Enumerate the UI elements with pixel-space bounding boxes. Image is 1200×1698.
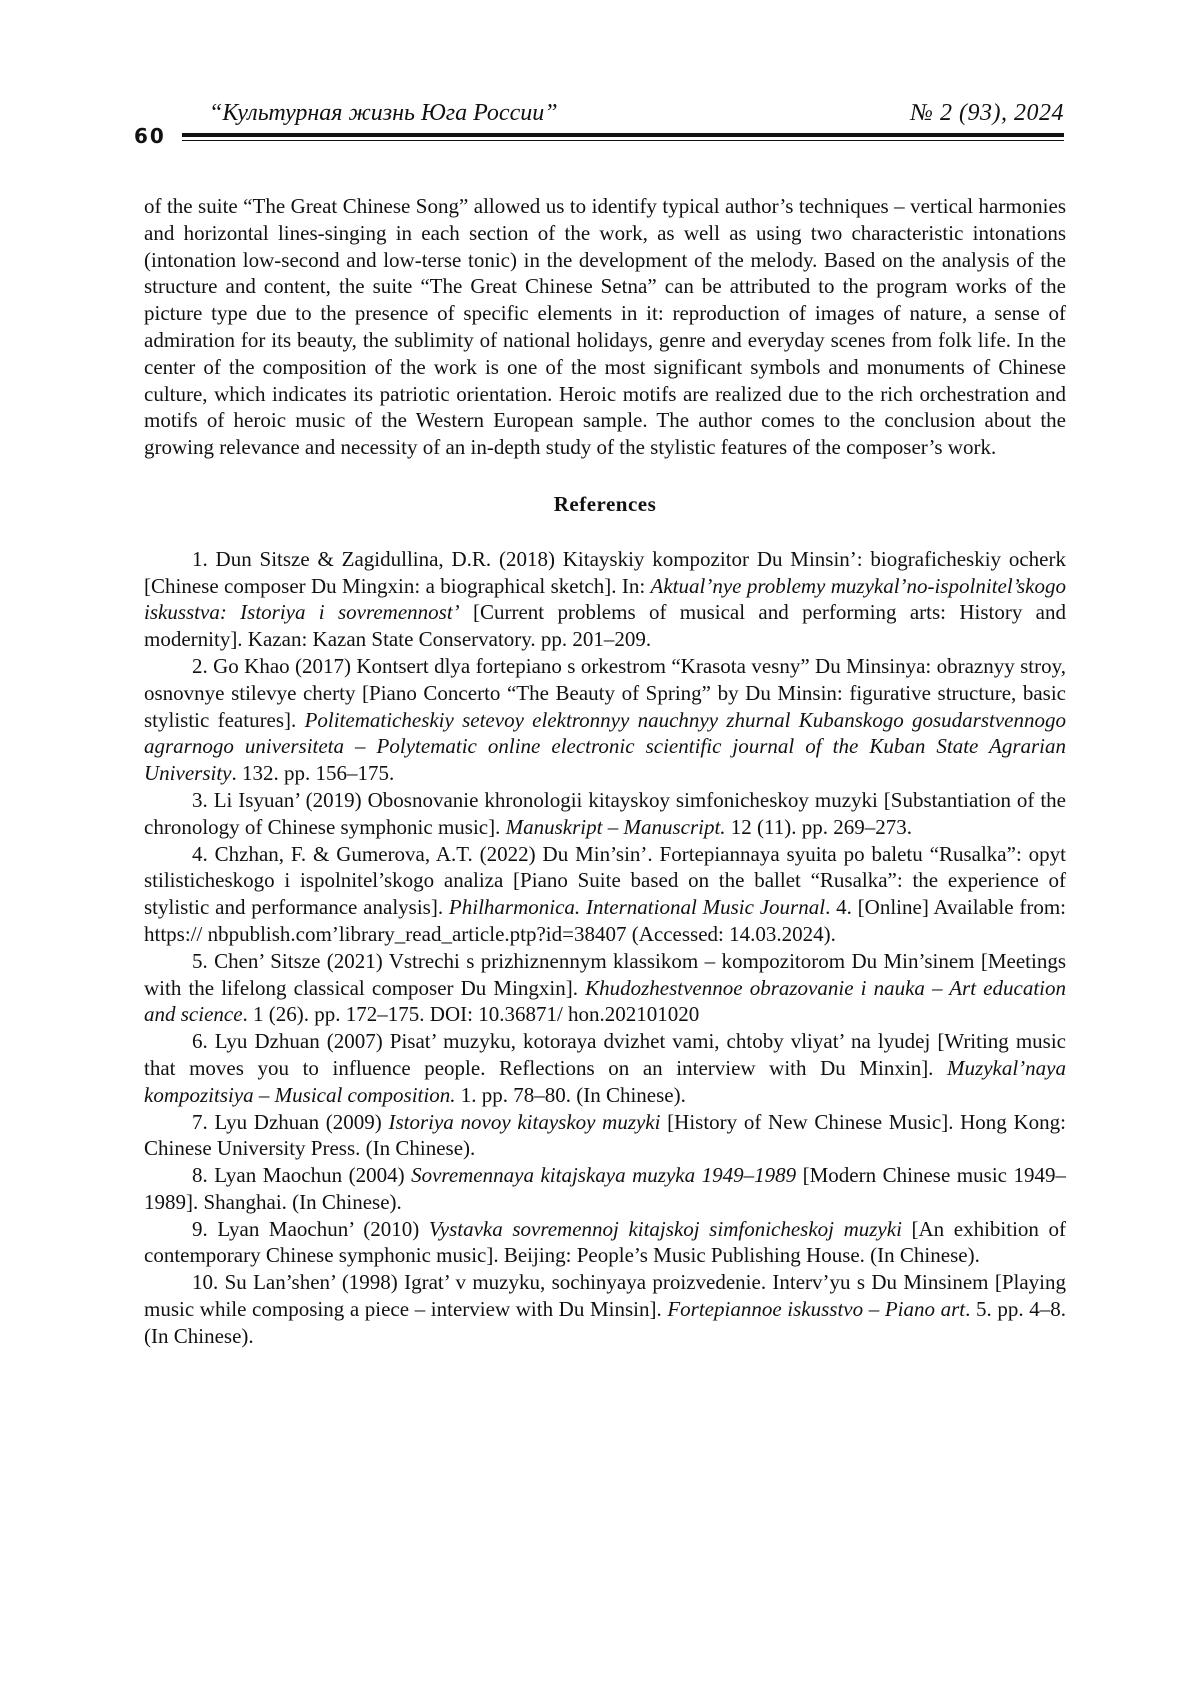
reference-text: 10. Su Lan’shen’ (1998) Igrat’ v muzyku, sochinyaya proizvedenie. Interv’yu s Du Minsinem [Playing music while composing a piece – interview with Du Minsin]. [144,1270,1066,1322]
reference-text: [An exhibition of contemporary Chinese symphonic music]. Beijing: People’s Music Publishing House. (In Chinese). [144,1216,1066,1268]
reference-source-title: Istoriya novoy kitayskoy muzyki [388,1109,661,1134]
reference-text: . 1 (26). pp. 172–175. DOI: 10.36871/ hon.202101020 [242,1002,700,1027]
reference-item [144,948,1066,1028]
abstract-paragraph: of the suite “The Great Chinese Song” allowed us to identify typical author’s techniques – vertical harmonies and horizontal lines-singing in each section of the work, as well as using two characteristic intonations (intonation low-second and low-terse tonic) in the development of the melody. Based on the analysis of the structure and content, the suite “The Great Chinese Setna” can be attributed to the program works of the picture type due to the presence of specific elements in it: reproduction of images of nature, a sense of admiration for its beauty, the sublimity of national holidays, genre and everyday scenes from folk life. In the center of the composition of the work is one of the most significant symbols and monuments of Chinese culture, which indicates its patriotic orientation. Heroic motifs are realized due to the rich orchestration and motifs of heroic music of the Western European sample. The author comes to the conclusion about the growing relevance and necessity of an in-depth study of the stylistic features of the composer’s work. [144,194,1066,460]
reference-text: 9. Lyan Maochun’ (2010) [192,1216,429,1241]
reference-item [144,653,1066,787]
reference-source-title: Politematicheskiy setevoy elektronnyy nauchnyy zhurnal Kubanskogo gosudarstvennogo agrarnogo universiteta – Polytematic online electronic scientific journal of the Kuban State Agrarian University [144,707,1066,786]
running-header [134,98,1064,146]
reference-text: 1. Dun Sitsze & Zagidullina, D.R. (2018) Kitayskiy kompozitor Du Minsin’: biograficheskiy ocherk [Chinese composer Du Mingxin: a biographical sketch]. In: [144,546,1066,598]
reference-item [144,1109,1066,1163]
reference-source-title: Muzykal’naya kompozitsiya – Musical composition. [144,1055,1066,1107]
header-rule-thin [182,140,1064,141]
reference-source-title: Khudozhestvennoe obrazovanie i nauka – Art education and science [144,975,1066,1027]
reference-source-title: Fortepiannoe iskusstvo – Piano art [667,1297,966,1322]
reference-text: . 132. pp. 156–175. [231,761,395,786]
reference-text: 1. pp. 78–80. (In Chinese). [455,1082,686,1107]
page-number: 60 [134,124,166,148]
reference-source-title: Manuskript – Manuscript. [505,814,726,839]
issue-number: № 2 (93), 2024 [910,100,1064,126]
reference-source-title: Sovremennaya kitajskaya muzyka 1949–1989 [411,1163,797,1188]
reference-item [144,841,1066,948]
reference-item [144,1028,1066,1108]
reference-item [144,1216,1066,1270]
reference-item [144,1162,1066,1216]
reference-text: 8. Lyan Maochun (2004) [192,1163,412,1188]
reference-text: 5. Chen’ Sitsze (2021) Vstrechi s prizhiznennym klassikom – kompozitorom Du Min’sinem [Meetings with the lifelong classical composer Du Mingxin]. [144,948,1066,1000]
reference-source-title: Philharmonica. International Music Journal [448,895,826,920]
reference-text: 3. Li Isyuan’ (2019) Obosnovanie khronologii kitayskoy simfonicheskoy muzyki [Substantiation of the chronology of Chinese symphonic music]. [144,787,1066,839]
reference-item [144,787,1066,841]
reference-text: 12 (11). pp. 269–273. [725,814,912,839]
reference-text: 2. Go Khao (2017) Kontsert dlya fortepiano s orkestrom “Krasota vesny” Du Minsinya: obraznyy stroy, osnovnye stilevye cherty [Piano Concerto “The Beauty of Spring” by Du Minsin: figurative structure, basic stylistic features]. [144,653,1066,732]
reference-source-title: Vystavka sovremennoj kitajskoj simfonicheskoj muzyki [428,1216,902,1241]
header-rule-thick [182,133,1064,137]
reference-item [144,1269,1066,1349]
references-heading: References [553,491,657,516]
reference-text: 6. Lyu Dzhuan (2007) Pisat’ muzyku, kotoraya dvizhet vami, chtoby vliyat’ na lyudej [Writing music that moves you to influence people. Reflections on an interview with Du Minxin]. [144,1029,1066,1080]
journal-title: “Культурная жизнь Юга России” [209,100,558,126]
reference-item [144,546,1066,653]
reference-text: . 5. pp. 4–8. (In Chinese). [144,1297,1066,1348]
reference-text: 4. Chzhan, F. & Gumerova, A.T. (2022) Du Min’sin’. Fortepiannaya syuita po baletu “Rusalka”: opyt stilisticheskogo i ispolnitel’skogo analiza [Piano Suite based on the ballet “Rusalka”: the experience of stylistic and performance analysis]. [144,841,1066,920]
references-list [144,546,1066,1350]
reference-text: [Modern Chinese music 1949–1989]. Shanghai. (In Chinese). [144,1163,1066,1214]
reference-text: 7. Lyu Dzhuan (2009) [192,1109,389,1134]
reference-text: . 4. [Online] Available from: https:// nbpublish.com’library_read_article.ptp?id=38407 (Accessed: 14.03.2024). [144,895,1067,946]
reference-source-title: Aktual’nye problemy muzykal’no-ispolnitel’skogo iskusstva: Istoriya i sovremennost’ [144,573,1066,625]
reference-text: [Current problems of musical and performing arts: History and modernity]. Kazan: Kazan State Conservatory. pp. 201–209. [144,600,1066,652]
reference-text: [History of New Chinese Music]. Hong Kong: Chinese University Press. (In Chinese). [144,1109,1066,1161]
page-body [144,193,1066,1350]
